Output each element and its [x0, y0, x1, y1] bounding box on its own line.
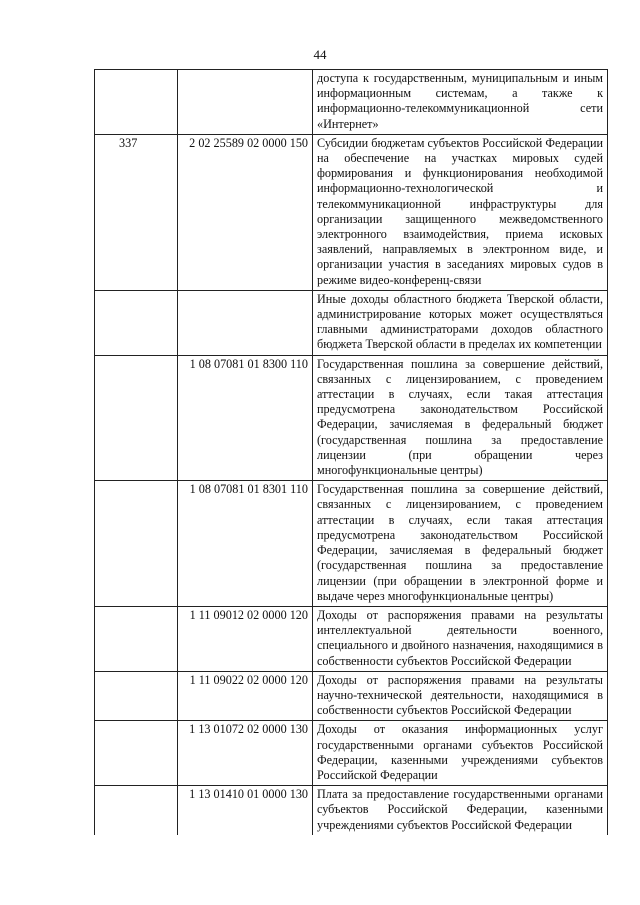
table-row	[95, 290, 608, 355]
description-cell: Государственная пошлина за совершение действий, связанных с лицензированием, с проведением аттестации в случаях, если такая аттестация предусмотрена законодательством Российской Федерации, зачисляемая в федеральный бюджет (государственная пошлина за предоставление лицензии (при обращении через многофункциональные центры)	[313, 355, 608, 481]
row-number-cell: 337	[95, 134, 178, 290]
table-row	[95, 786, 608, 836]
description-cell: Субсидии бюджетам субъектов Российской Федерации на обеспечение на участках мировых судей формирования и функционирования необходимой информационно-технологической и телекоммуникационной инфраструктуры для организации защищенного межведомственного электронного взаимодействия, приема исковых заявлений, направляемых в электронном виде, и организации участия в заседаниях мировых судов в режиме видео-конференц-связи	[313, 134, 608, 290]
budget-code-cell: 1 11 09012 02 0000 120	[178, 606, 313, 671]
budget-code-cell: 1 13 01072 02 0000 130	[178, 721, 313, 786]
table-row	[95, 355, 608, 481]
description-cell	[313, 786, 608, 836]
description-text: Плата за предоставление государственными органами субъектов Российской Федерации, казенными учреждениями субъектов Российской Федерации	[317, 787, 603, 832]
row-number-cell	[95, 355, 178, 481]
description-cell: Доходы от распоряжения правами на результаты научно-технической деятельности, находящимися в собственности субъектов Российской Федерации	[313, 671, 608, 721]
budget-code-cell	[178, 70, 313, 135]
description-cell: Доходы от оказания информационных услуг государственными органами субъектов Российской Федерации, казенными учреждениями субъектов Российской Федерации	[313, 721, 608, 786]
row-number-cell	[95, 481, 178, 607]
page-number: 44	[313, 47, 327, 62]
revenue-codes-table	[94, 69, 608, 835]
row-number-cell	[95, 70, 178, 135]
table-row	[95, 481, 608, 607]
row-number-cell	[95, 786, 178, 836]
row-number-cell	[95, 290, 178, 355]
budget-code-cell: 1 08 07081 01 8300 110	[178, 355, 313, 481]
description-cell: Государственная пошлина за совершение действий, связанных с лицензированием, с проведением аттестации в случаях, если такая аттестация предусмотрена законодательством Российской Федерации, зачисляемая в федеральный бюджет (государственная пошлина за предоставление лицензии (при обращении в электронной форме и выдаче через многофункциональные центры)	[313, 481, 608, 607]
table-row	[95, 134, 608, 290]
row-number-cell	[95, 721, 178, 786]
table-row	[95, 606, 608, 671]
table-row	[95, 671, 608, 721]
budget-code-cell: 1 08 07081 01 8301 110	[178, 481, 313, 607]
description-cell: Доходы от распоряжения правами на результаты интеллектуальной деятельности военного, специального и двойного назначения, находящимися в собственности субъектов Российской Федерации	[313, 606, 608, 671]
budget-code-cell: 1 11 09022 02 0000 120	[178, 671, 313, 721]
description-cell: Иные доходы областного бюджета Тверской области, администрирование которых может осуществляться главными администраторами доходов областного бюджета Тверской области в пределах их компетенции	[313, 290, 608, 355]
table-row	[95, 721, 608, 786]
budget-code-cell	[178, 290, 313, 355]
row-number-cell	[95, 671, 178, 721]
budget-code-cell: 2 02 25589 02 0000 150	[178, 134, 313, 290]
description-cell: доступа к государственным, муниципальным и иным информационным системам, а также к информационно-телекоммуникационной сети «Интернет»	[313, 70, 608, 135]
budget-code-cell: 1 13 01410 01 0000 130	[178, 786, 313, 836]
table-row	[95, 70, 608, 135]
row-number-cell	[95, 606, 178, 671]
